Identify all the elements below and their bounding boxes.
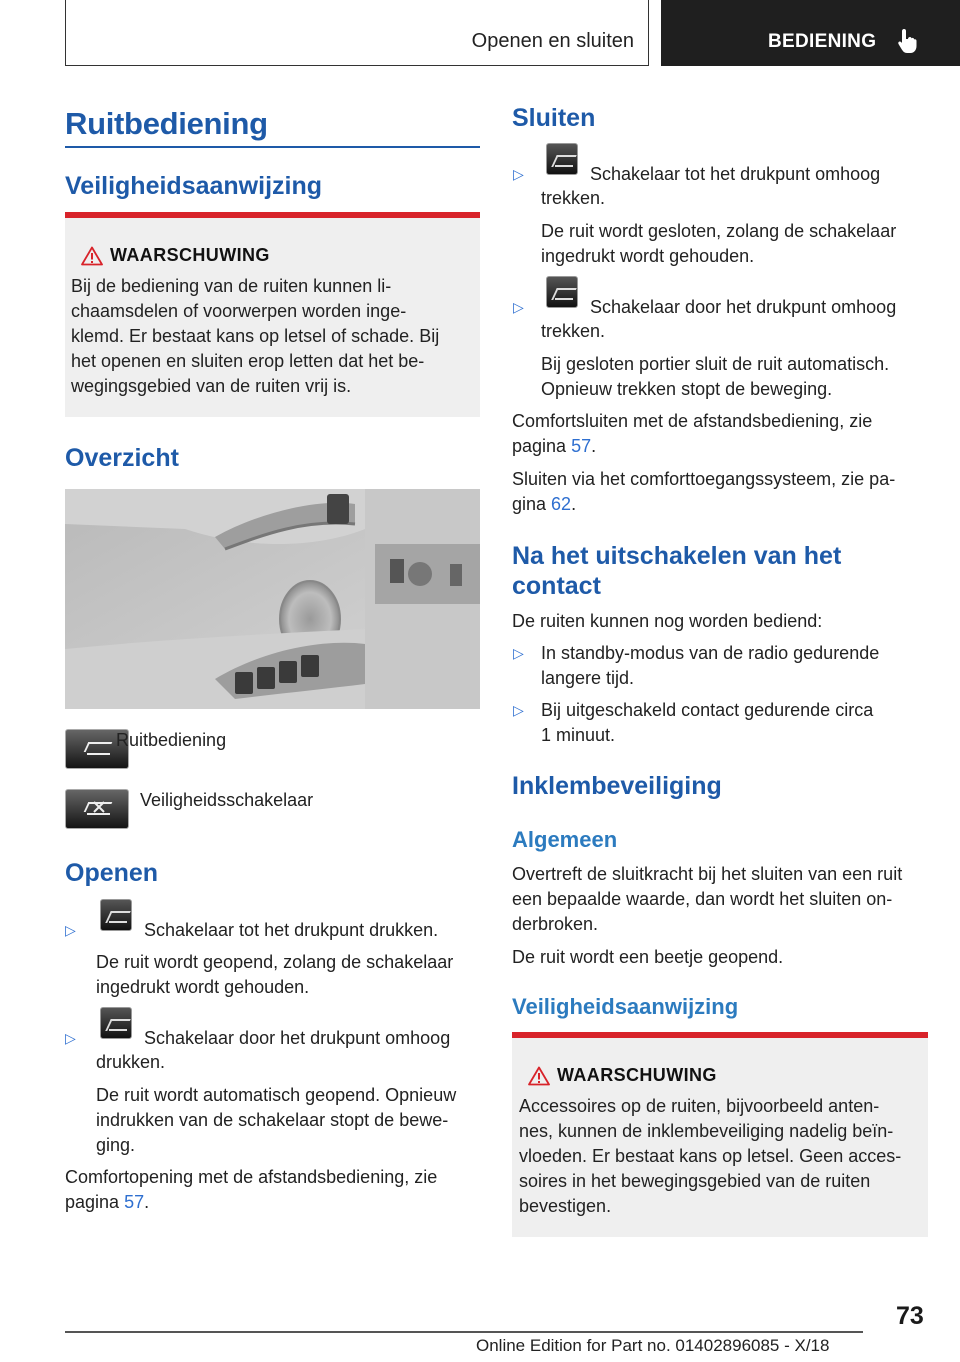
after-ignition-item-1 — [541, 641, 879, 691]
item-line: langere tijd. — [541, 668, 635, 688]
open-item-2-main: Schakelaar door het drukpunt omhoog — [144, 1028, 451, 1048]
page-title: Ruitbediening — [65, 106, 268, 141]
open-heading: Openen — [65, 859, 159, 887]
heading-line: contact — [512, 572, 601, 600]
footer-edition: Online Edition for Part no. 01402896085 - X/18 — [476, 1336, 830, 1355]
overview-heading: Overzicht — [65, 444, 179, 472]
comfort-access-text — [512, 467, 895, 517]
close-item-2-main: Schakelaar door het drukpunt omhoog — [590, 297, 897, 317]
page-ref-suffix: . — [144, 1192, 150, 1212]
header-section-title: Openen en sluiten — [471, 30, 634, 52]
general-text — [512, 862, 932, 937]
window-button-icon — [546, 143, 578, 175]
detail-line: De ruit wordt gesloten, zolang de schakelaar — [541, 221, 897, 241]
detail-line: De ruit wordt geopend, zolang de schakelaar — [96, 952, 454, 972]
window-button-icon — [100, 899, 132, 931]
warning-triangle-icon — [81, 246, 103, 266]
detail-line: ingedrukt wordt gehouden. — [541, 246, 755, 266]
comfort-close-line — [512, 434, 872, 459]
warning-line: nes, kunnen de inklembeveiliging nadelig beïn- — [519, 1121, 894, 1141]
comfort-access-line — [512, 492, 895, 517]
open-item-2-main-cont: drukken. — [96, 1052, 166, 1072]
general-heading: Algemeen — [512, 827, 618, 852]
general-line: derbroken. — [512, 914, 599, 934]
bullet-icon: ▷ — [65, 1030, 76, 1046]
open-item-1-main: Schakelaar tot het drukpunt drukken. — [144, 920, 439, 940]
general-text-2: De ruit wordt een beetje geopend. — [512, 947, 784, 967]
warning-line: klemd. Er bestaat kans op letsel of schade. Bij — [71, 326, 440, 346]
header-chapter-title: BEDIENING — [768, 31, 877, 52]
warning-box-left — [65, 212, 480, 417]
comfort-access-line: Sluiten via het comforttoegangssysteem, zie pa- — [512, 469, 896, 489]
comfort-close-text — [512, 409, 872, 459]
header-section-tab — [65, 0, 649, 66]
close-item-1-detail — [541, 219, 896, 269]
page-ref-suffix: . — [591, 436, 597, 456]
detail-line: Opnieuw trekken stopt de beweging. — [541, 379, 833, 399]
warning-line: wegingsgebied van de ruiten vrij is. — [71, 376, 352, 396]
safety-heading-left: Veiligheidsaanwijzing — [65, 172, 323, 200]
warning-title-right: WAARSCHUWING — [557, 1065, 717, 1085]
warning-line: het openen en sluiten erop letten dat het be- — [71, 351, 425, 371]
after-ignition-intro: De ruiten kunnen nog worden bediend: — [512, 611, 823, 631]
open-item-2-detail — [96, 1083, 456, 1158]
warning-title-left: WAARSCHUWING — [110, 245, 270, 265]
warning-box-right — [512, 1032, 928, 1237]
legend-label-window-switch: Ruitbediening — [116, 730, 227, 750]
warning-line: chaamsdelen of voorwerpen worden inge- — [71, 301, 407, 321]
bullet-icon: ▷ — [513, 166, 524, 182]
page-ref-prefix: pagina — [65, 1192, 125, 1212]
warning-line: Accessoires op de ruiten, bijvoorbeeld anten- — [519, 1096, 880, 1116]
page-ref-prefix: gina — [512, 494, 552, 514]
warning-line: soires in het bewegingsgebied van de ruiten — [519, 1171, 871, 1191]
bullet-icon: ▷ — [513, 702, 524, 718]
comfort-open-text — [65, 1165, 437, 1215]
comfort-open-line: Comfortopening met de afstandsbediening, zie — [65, 1167, 438, 1187]
close-item-2-detail — [541, 352, 889, 402]
comfort-close-line: Comfortsluiten met de afstandsbediening, zie — [512, 411, 873, 431]
safety-switch-icon — [65, 789, 129, 829]
comfort-open-line — [65, 1190, 437, 1215]
page-link-57[interactable]: 57 — [124, 1192, 145, 1212]
page-link-62[interactable]: 62 — [551, 494, 572, 514]
window-button-icon — [100, 1007, 132, 1039]
close-item-1-main: Schakelaar tot het drukpunt omhoog — [590, 164, 881, 184]
close-item-2-main-cont: trekken. — [541, 321, 606, 341]
general-line: Overtreft de sluitkracht bij het sluiten van een ruit — [512, 864, 903, 884]
item-line: 1 minuut. — [541, 725, 616, 745]
bullet-icon: ▷ — [513, 645, 524, 661]
safety-heading-right: Veiligheidsaanwijzing — [512, 994, 739, 1019]
warning-triangle-icon — [528, 1066, 550, 1086]
detail-line: De ruit wordt automatisch geopend. Opnieuw — [96, 1085, 457, 1105]
warning-text-left — [71, 274, 476, 399]
detail-line: Bij gesloten portier sluit de ruit automatisch. — [541, 354, 890, 374]
door-panel-photo — [65, 489, 480, 709]
title-rule — [65, 146, 480, 148]
open-item-1-detail — [96, 950, 453, 1000]
footer-rule — [65, 1331, 863, 1333]
heading-line: Na het uitschakelen van het — [512, 542, 842, 570]
page-number: 73 — [896, 1302, 924, 1330]
page-link-57[interactable]: 57 — [571, 436, 592, 456]
item-line: In standby-modus van de radio gedurende — [541, 643, 880, 663]
warning-line: Bij de bediening van de ruiten kunnen li- — [71, 276, 392, 296]
pinch-protection-heading: Inklembeveiliging — [512, 772, 722, 800]
detail-line: indrukken van de schakelaar stopt de bewe- — [96, 1110, 449, 1130]
after-ignition-item-2 — [541, 698, 873, 748]
warning-text-right — [519, 1094, 924, 1219]
detail-line: ingedrukt wordt gehouden. — [96, 977, 310, 997]
after-ignition-heading — [512, 541, 841, 601]
page-ref-prefix: pagina — [512, 436, 572, 456]
bullet-icon: ▷ — [65, 922, 76, 938]
bullet-icon: ▷ — [513, 299, 524, 315]
close-item-1-main-cont: trekken. — [541, 188, 606, 208]
general-line: een bepaalde waarde, dan wordt het sluiten on- — [512, 889, 893, 909]
pointing-hand-icon — [896, 27, 920, 55]
legend-label-safety-switch: Veiligheidsschakelaar — [140, 790, 314, 810]
window-button-icon — [546, 276, 578, 308]
page-ref-suffix: . — [571, 494, 577, 514]
item-line: Bij uitgeschakeld contact gedurende circa — [541, 700, 874, 720]
close-heading: Sluiten — [512, 104, 596, 132]
detail-line: ging. — [96, 1135, 136, 1155]
warning-line: bevestigen. — [519, 1196, 612, 1216]
warning-line: vloeden. Er bestaat kans op letsel. Geen acces- — [519, 1146, 902, 1166]
